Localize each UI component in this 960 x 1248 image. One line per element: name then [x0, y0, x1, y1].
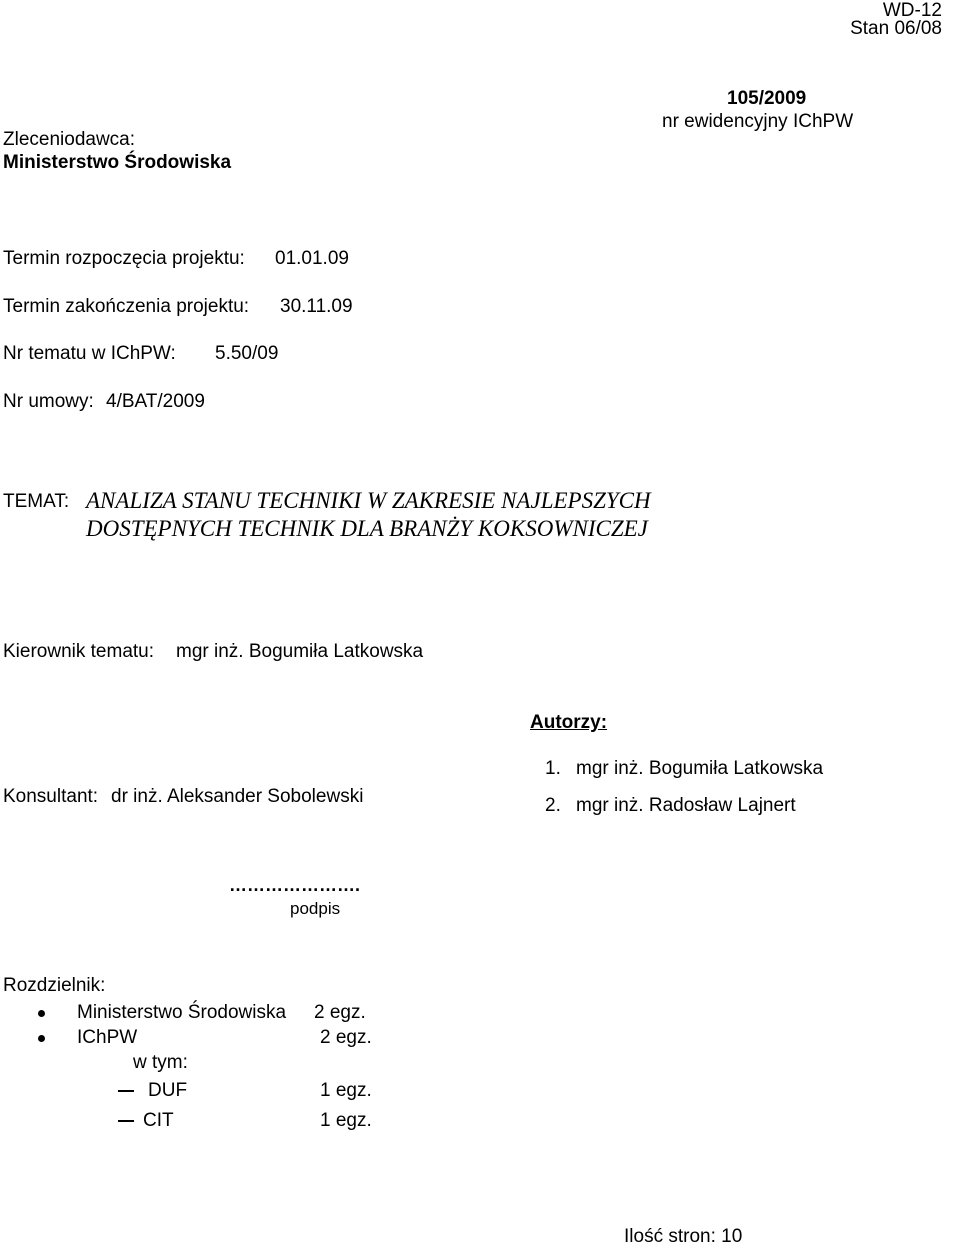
- consultant-name: dr inż. Aleksander Sobolewski: [111, 786, 364, 807]
- distribution-sub-item-count: 1 egz.: [320, 1110, 372, 1131]
- manager-label: Kierownik tematu:: [3, 641, 155, 662]
- author-number: 2.: [545, 795, 561, 816]
- bullet-icon: [38, 1035, 45, 1042]
- distribution-item-name: IChPW: [77, 1027, 138, 1048]
- author-number: 1.: [545, 758, 561, 779]
- signature-dots: ………………….: [229, 875, 361, 895]
- dash-icon: [118, 1090, 134, 1092]
- contract-label: Nr umowy:: [3, 391, 94, 412]
- distribution-sub-item-name: DUF: [148, 1080, 188, 1101]
- subject-label: TEMAT:: [3, 491, 70, 512]
- page-count: Ilość stron: 10: [624, 1226, 743, 1247]
- signature-label: podpis: [290, 899, 341, 918]
- registry-number: 105/2009: [727, 88, 807, 109]
- distribution-sub-item-name: CIT: [143, 1110, 174, 1131]
- project-start-value: 01.01.09: [275, 248, 349, 269]
- form-code: WD-12: [882, 0, 942, 21]
- project-end-value: 30.11.09: [280, 296, 353, 317]
- topic-number-label: Nr tematu w IChPW:: [3, 343, 176, 364]
- consultant-label: Konsultant:: [3, 786, 99, 807]
- author-name: mgr inż. Bogumiła Latkowska: [576, 758, 824, 779]
- project-start-label: Termin rozpoczęcia projektu:: [3, 248, 245, 269]
- distribution-sub-item-count: 1 egz.: [320, 1080, 372, 1101]
- distribution-heading: Rozdzielnik:: [3, 975, 106, 996]
- bullet-icon: [38, 1010, 45, 1017]
- contract-value: 4/BAT/2009: [106, 391, 205, 412]
- subject-line-2: DOSTĘPNYCH TECHNIK DLA BRANŻY KOKSOWNICZEJ: [86, 516, 648, 541]
- distribution-item-count: 2 egz.: [320, 1027, 372, 1048]
- form-status: Stan 06/08: [850, 18, 942, 39]
- client-label: Zleceniodawca:: [3, 129, 136, 150]
- author-name: mgr inż. Radosław Lajnert: [576, 795, 796, 816]
- manager-name: mgr inż. Bogumiła Latkowska: [176, 641, 424, 662]
- registry-label: nr ewidencyjny IChPW: [662, 111, 854, 132]
- topic-number-value: 5.50/09: [215, 343, 279, 364]
- dash-icon: [118, 1120, 134, 1122]
- subject-line-1: ANALIZA STANU TECHNIKI W ZAKRESIE NAJLEPSZYCH: [86, 488, 651, 513]
- distribution-sub-label: w tym:: [133, 1052, 188, 1073]
- distribution-item-name: Ministerstwo Środowiska: [77, 1002, 287, 1023]
- client-name: Ministerstwo Środowiska: [3, 152, 232, 173]
- project-end-label: Termin zakończenia projektu:: [3, 296, 250, 317]
- distribution-item-count: 2 egz.: [314, 1002, 366, 1023]
- authors-heading: Autorzy:: [530, 712, 608, 733]
